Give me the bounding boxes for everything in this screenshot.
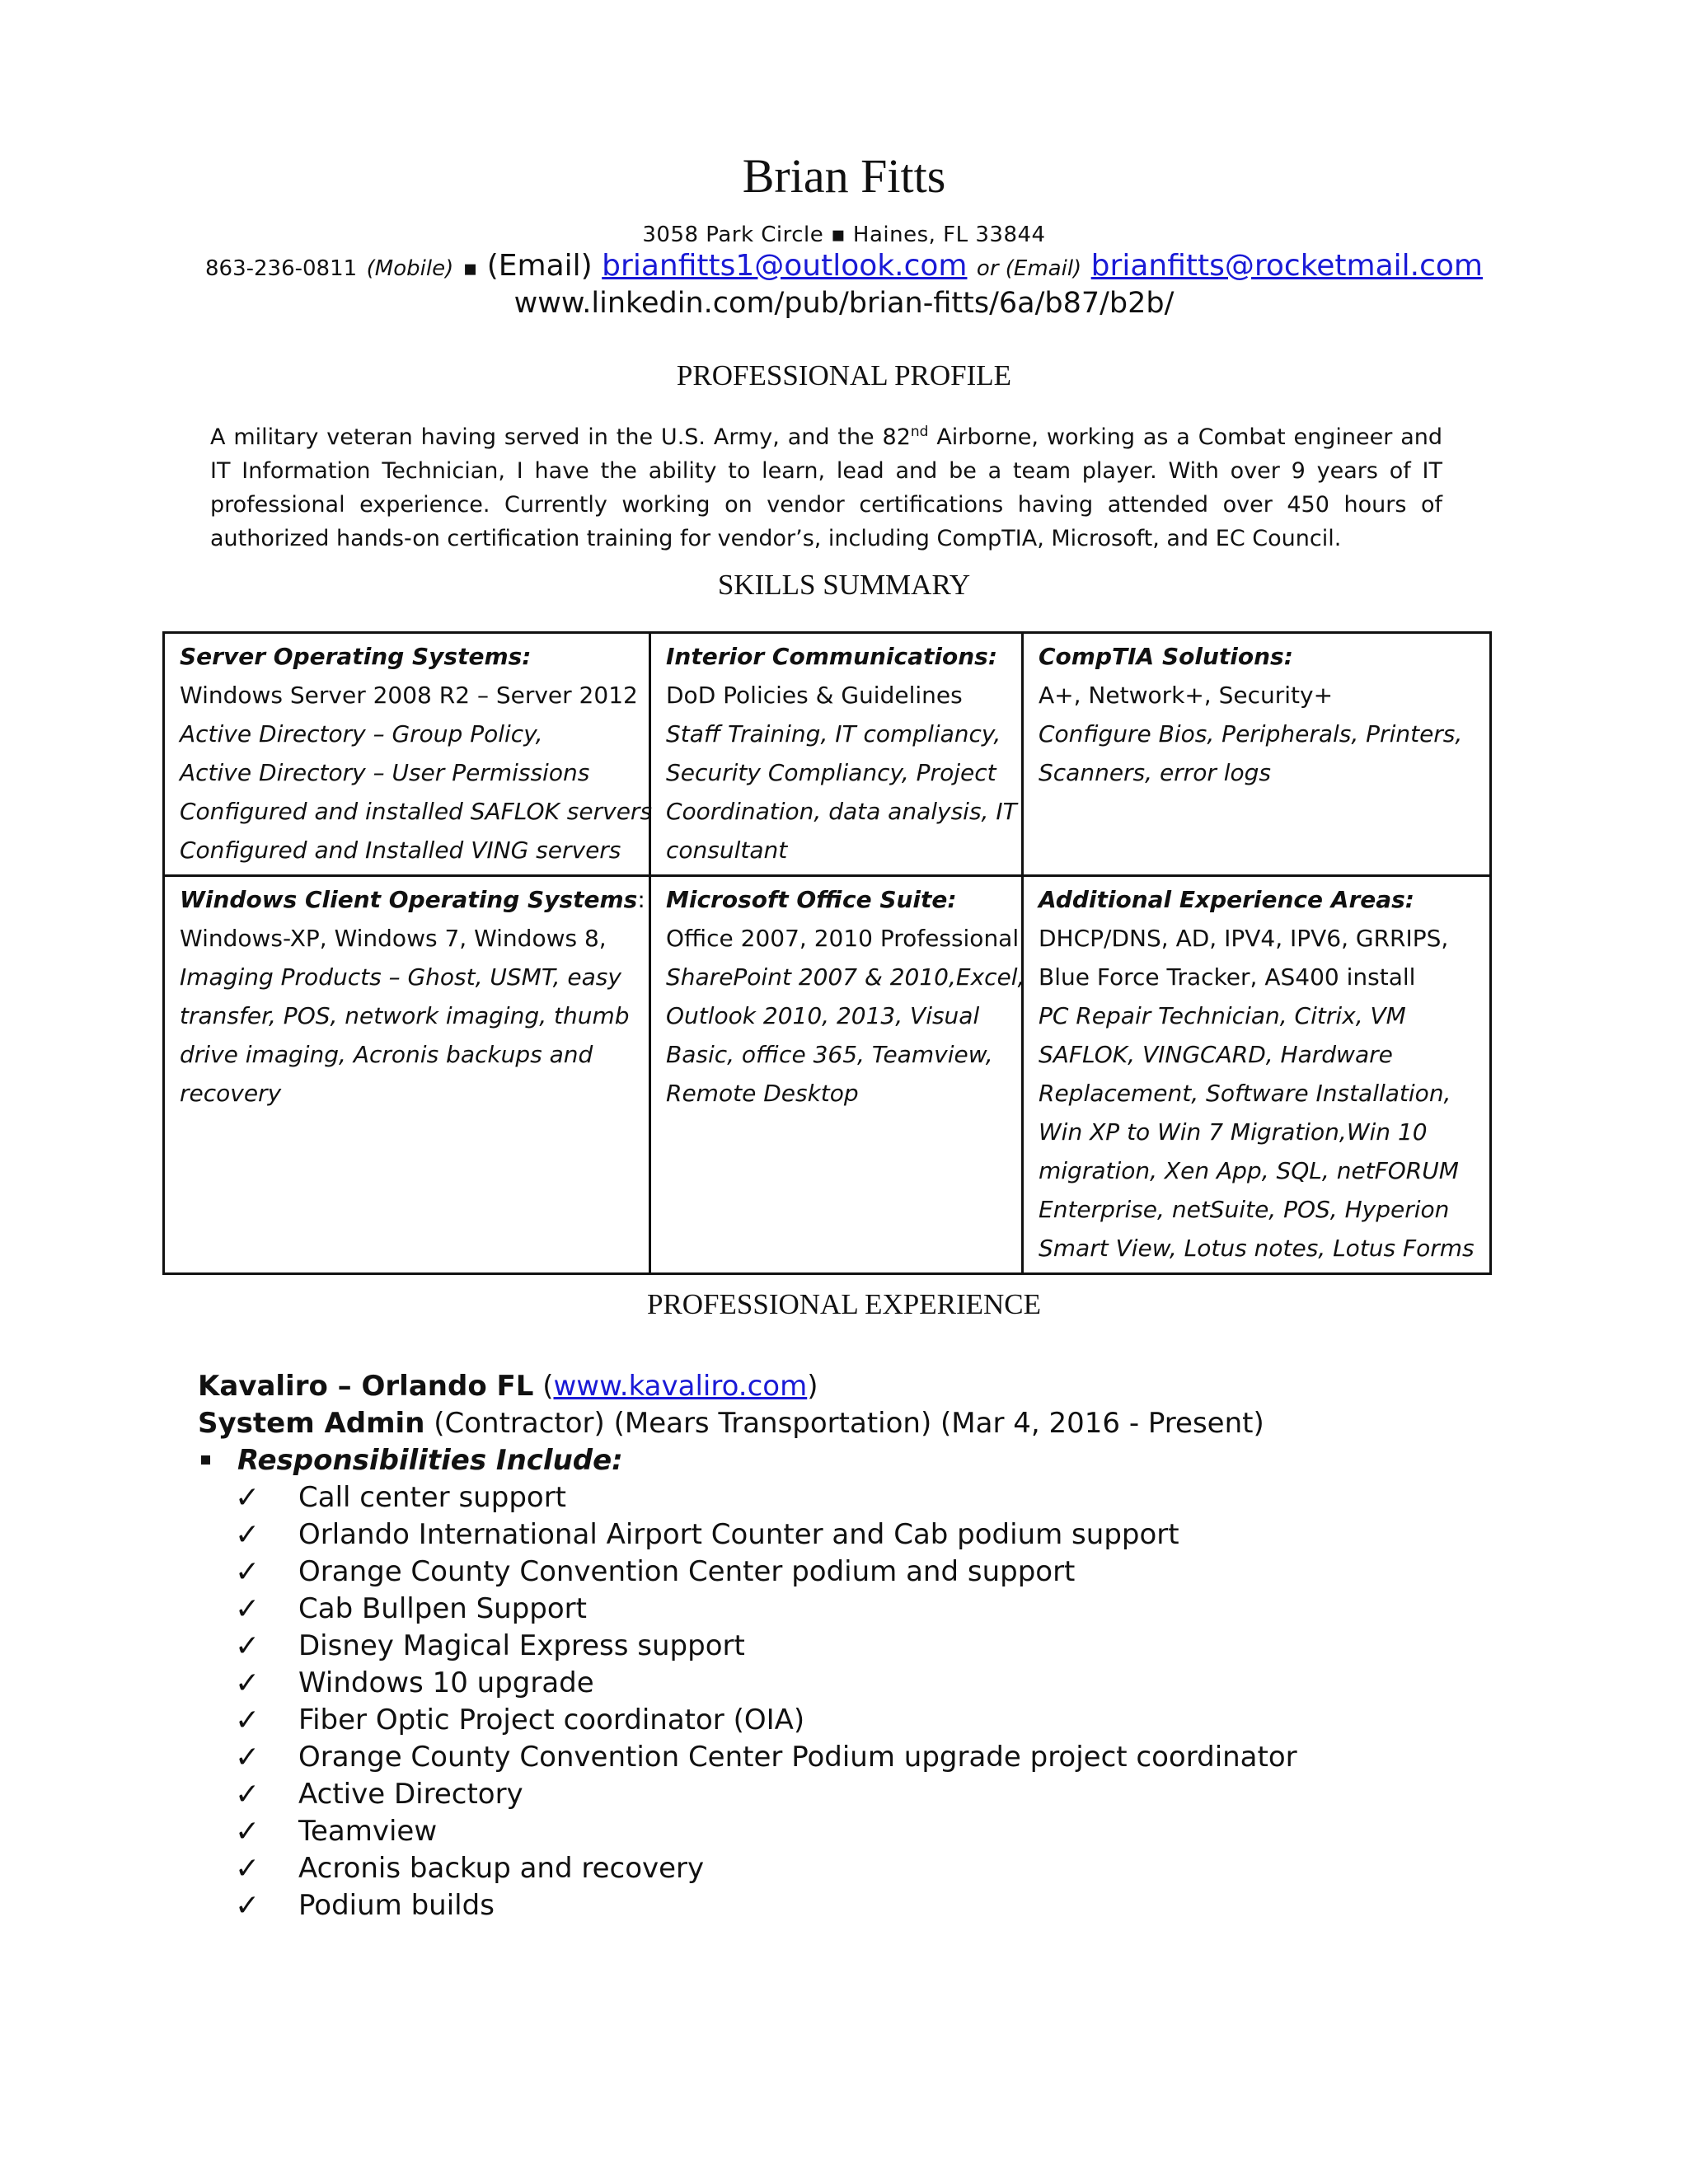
checkmark-icon: ✓ <box>235 1518 260 1552</box>
responsibility-item <box>198 1813 1297 1850</box>
skills-row <box>164 633 1491 876</box>
skills-item: Security Compliancy, Project <box>666 759 996 786</box>
contact-line <box>0 249 1688 283</box>
skills-section-title: SKILLS SUMMARY <box>717 569 971 601</box>
responsibility-item <box>198 1479 1297 1516</box>
role-line <box>198 1405 1297 1442</box>
skills-heading-text: Additional Experience Areas: <box>1039 886 1414 913</box>
skills-cell <box>650 633 1023 876</box>
skills-item: Coordination, data analysis, IT <box>666 798 1017 825</box>
responsibility-item <box>198 1628 1297 1665</box>
responsibility-text: Teamview <box>298 1815 438 1848</box>
skills-item: SharePoint 2007 & 2010,Excel, <box>666 963 1025 991</box>
experience-section-title: PROFESSIONAL EXPERIENCE <box>646 1288 1042 1320</box>
skills-item: Scanners, error logs <box>1039 759 1272 786</box>
skills-cell-heading <box>666 637 1006 676</box>
responsibility-item <box>198 1665 1297 1702</box>
skills-heading-text: CompTIA Solutions: <box>1039 643 1293 670</box>
profile-text-part-1: A military veteran having served in the U.S. Army, and the 82 <box>210 424 911 450</box>
responsibility-text: Podium builds <box>298 1889 495 1922</box>
skills-table <box>162 631 1492 1275</box>
skills-item: Office 2007, 2010 Professional <box>666 925 1020 952</box>
responsibilities-heading <box>198 1442 1297 1479</box>
skills-item: Win XP to Win 7 Migration,Win 10 <box>1039 1118 1428 1146</box>
skills-item: Smart View, Lotus notes, Lotus Forms <box>1039 1235 1475 1262</box>
responsibilities-label: Responsibilities Include: <box>237 1444 623 1477</box>
job-entry <box>198 1368 1297 1924</box>
skills-item: Windows Server 2008 R2 – Server 2012 <box>180 682 638 709</box>
checkmark-icon: ✓ <box>235 1741 260 1774</box>
skills-item: consultant <box>666 837 788 864</box>
responsibility-item <box>198 1702 1297 1739</box>
skills-item: migration, Xen App, SQL, netFORUM <box>1039 1157 1459 1184</box>
responsibility-text: Orange County Convention Center Podium upgrade project coordinator <box>298 1741 1297 1774</box>
skills-item: DHCP/DNS, AD, IPV4, IPV6, GRRIPS, <box>1039 925 1449 952</box>
skills-heading-text: Server Operating Systems: <box>180 643 532 670</box>
skills-item: Windows-XP, Windows 7, Windows 8, <box>180 925 607 952</box>
skills-cell <box>1023 633 1491 876</box>
skills-item: drive imaging, Acronis backups and <box>180 1041 593 1068</box>
phone-type: (Mobile) <box>366 256 454 281</box>
checkmark-icon: ✓ <box>235 1778 260 1811</box>
responsibility-item <box>198 1739 1297 1776</box>
skills-heading-text: Interior Communications: <box>666 643 998 670</box>
skills-item: SAFLOK, VINGCARD, Hardware <box>1039 1041 1393 1068</box>
profile-text-part-2: Airborne, working as a Combat engineer and IT Information Technician, I have the ability to learn, lead and be a team player. With over 9 years of IT professional experience. Currently working on vendor certifications having attended over 450 hours of authorized hands-on certification training for vendor’s, including CompTIA, Microsoft, and EC Council. <box>210 424 1442 551</box>
email-link-secondary[interactable]: brianfitts@rocketmail.com <box>1090 249 1483 283</box>
checkmark-icon: ✓ <box>235 1666 260 1700</box>
skills-item: Configured and Installed VING servers <box>180 837 621 864</box>
skills-item: Staff Training, IT compliancy, <box>666 720 1001 748</box>
skills-cell-heading <box>1039 880 1475 919</box>
skills-item: Outlook 2010, 2013, Visual <box>666 1002 980 1029</box>
skills-item: recovery <box>180 1080 282 1107</box>
responsibility-text: Cab Bullpen Support <box>298 1592 587 1625</box>
responsibility-text: Call center support <box>298 1481 567 1514</box>
checkmark-icon: ✓ <box>235 1889 260 1923</box>
skills-item: Basic, office 365, Teamview, <box>666 1041 993 1068</box>
skills-item: A+, Network+, Security+ <box>1039 682 1334 709</box>
skills-item: Configured and installed SAFLOK servers <box>180 798 653 825</box>
skills-cell <box>164 633 653 876</box>
skills-item: Remote Desktop <box>666 1080 859 1107</box>
company-name: Kavaliro – Orlando FL <box>198 1370 534 1403</box>
skills-item: Imaging Products – Ghost, USMT, easy <box>180 963 621 991</box>
company-url-link[interactable]: www.kavaliro.com <box>553 1370 808 1403</box>
checkmark-icon: ✓ <box>235 1704 260 1737</box>
linkedin-url: www.linkedin.com/pub/brian-fitts/6a/b87/b2b/ <box>513 287 1175 320</box>
responsibility-text: Acronis backup and recovery <box>298 1852 705 1885</box>
checkmark-icon: ✓ <box>235 1592 260 1626</box>
responsibility-item <box>198 1516 1297 1554</box>
skills-item: DoD Policies & Guidelines <box>666 682 963 709</box>
skills-cell-heading <box>666 880 1006 919</box>
profile-paragraph <box>210 420 1442 555</box>
skills-cell-heading <box>180 637 634 676</box>
responsibility-text: Orange County Convention Center podium and support <box>298 1555 1076 1588</box>
responsibility-item <box>198 1850 1297 1887</box>
skills-cell <box>1023 876 1491 1274</box>
resume-name: Brian Fitts <box>742 149 946 203</box>
role-details: (Contractor) (Mears Transportation) (Mar 4, 2016 - Present) <box>434 1407 1264 1440</box>
checkmark-icon: ✓ <box>235 1555 260 1589</box>
responsibility-item <box>198 1554 1297 1591</box>
skills-cell <box>650 876 1023 1274</box>
responsibilities-list <box>198 1479 1297 1924</box>
address-line: 3058 Park Circle ▪ Haines, FL 33844 <box>642 223 1046 247</box>
skills-item: Blue Force Tracker, AS400 install <box>1039 963 1416 991</box>
checkmark-icon: ✓ <box>235 1852 260 1886</box>
skills-item: Enterprise, netSuite, POS, Hyperion <box>1039 1196 1450 1223</box>
job-role: System Admin <box>198 1407 425 1440</box>
alt-email-label: or (Email) <box>976 256 1082 281</box>
responsibility-text: Fiber Optic Project coordinator (OIA) <box>298 1704 805 1736</box>
skills-cell <box>164 876 650 1274</box>
responsibility-text: Windows 10 upgrade <box>298 1666 594 1699</box>
skills-item: Active Directory – Group Policy, <box>180 720 543 748</box>
responsibility-text: Disney Magical Express support <box>298 1629 745 1662</box>
phone-number: 863-236-0811 <box>205 256 358 281</box>
ordinal-suffix: nd <box>910 424 929 440</box>
profile-section-title: PROFESSIONAL PROFILE <box>676 359 1012 391</box>
checkmark-icon: ✓ <box>235 1815 260 1849</box>
skills-heading-suffix: : <box>637 886 645 913</box>
company-url-wrap: (www.kavaliro.com) <box>542 1370 818 1403</box>
square-bullet-icon <box>201 1455 210 1465</box>
email-link-primary[interactable]: brianfitts1@outlook.com <box>602 249 968 283</box>
skills-item: Configure Bios, Peripherals, Printers, <box>1039 720 1463 748</box>
skills-item: transfer, POS, network imaging, thumb <box>180 1002 630 1029</box>
responsibility-item <box>198 1776 1297 1813</box>
email-label: (Email) <box>486 249 593 283</box>
skills-heading-text: Windows Client Operating Systems <box>180 886 638 913</box>
responsibility-item <box>198 1591 1297 1628</box>
checkmark-icon: ✓ <box>235 1481 260 1515</box>
skills-cell-heading <box>1039 637 1475 676</box>
responsibility-text: Orlando International Airport Counter and Cab podium support <box>298 1518 1179 1551</box>
separator: ▪ <box>462 256 478 281</box>
skills-item: Active Directory – User Permissions <box>180 759 590 786</box>
skills-cell-heading <box>180 880 645 919</box>
skills-row <box>164 876 1491 1274</box>
responsibility-item <box>198 1887 1297 1924</box>
responsibility-text: Active Directory <box>298 1778 523 1811</box>
checkmark-icon: ✓ <box>235 1629 260 1663</box>
skills-item: Replacement, Software Installation, <box>1039 1080 1451 1107</box>
skills-item: PC Repair Technician, Citrix, VM <box>1039 1002 1406 1029</box>
skills-heading-text: Microsoft Office Suite: <box>666 886 957 913</box>
company-line <box>198 1368 1297 1405</box>
